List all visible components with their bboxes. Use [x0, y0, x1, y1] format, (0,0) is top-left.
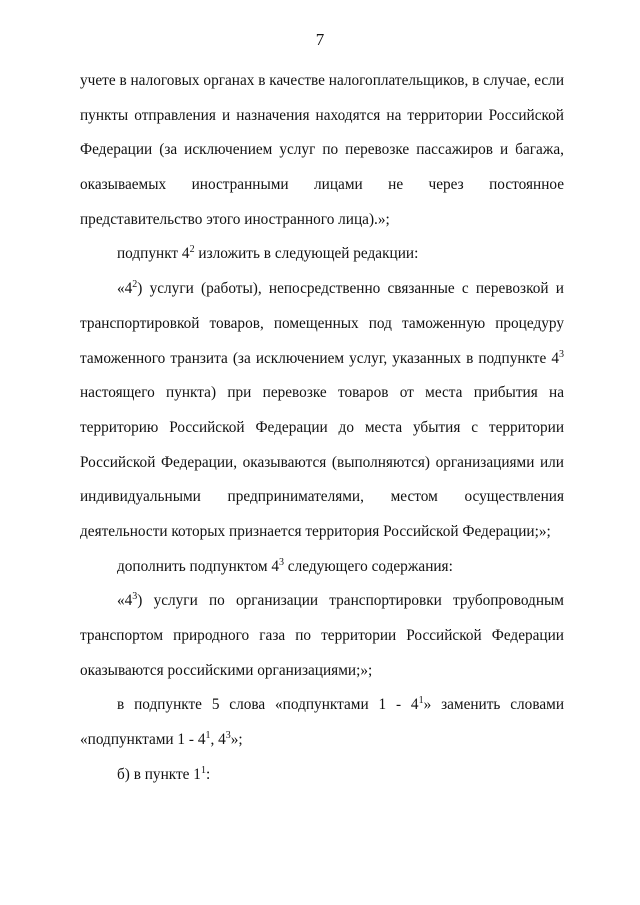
line-text: оказываются российскими организациями;»;	[80, 661, 373, 679]
page-number: 7	[315, 30, 325, 49]
text-line	[80, 723, 564, 758]
line-text: в подпункте 5 слова «подпунктами 1 - 4	[117, 696, 419, 714]
line-text: б) в пункте 1	[117, 765, 201, 783]
text-line	[80, 654, 564, 689]
superscript: 1	[418, 695, 424, 707]
superscript: 2	[132, 279, 138, 291]
line-text: » заменить словами	[423, 696, 564, 714]
text-line	[80, 411, 564, 446]
text-line	[80, 99, 564, 134]
superscript: 1	[200, 764, 206, 776]
line-text: »;	[230, 731, 243, 749]
text-line	[80, 342, 564, 377]
text-line	[80, 307, 564, 342]
line-text: территорию Российской Федерации до места убытия с территории	[80, 418, 564, 436]
text-line	[80, 550, 564, 585]
text-line	[80, 688, 564, 723]
line-text: дополнить подпунктом 4	[117, 557, 279, 575]
line-text: представительство этого иностранного лица).»;	[80, 210, 390, 228]
line-text: Российской Федерации, оказываются (выполняются) организациями или	[80, 453, 564, 471]
superscript: 3	[225, 729, 231, 741]
superscript: 3	[559, 348, 564, 360]
line-text: , 4	[210, 731, 226, 749]
line-text: подпункт 4	[117, 245, 190, 263]
text-line	[80, 446, 564, 481]
line-text: ) услуги (работы), непосредственно связанные с перевозкой и	[137, 280, 564, 298]
line-text: таможенного транзита (за исключением услуг, указанных в подпункте 4	[80, 349, 559, 367]
text-line	[80, 584, 564, 619]
text-line	[80, 480, 564, 515]
line-text: транспортировкой товаров, помещенных под таможенную процедуру	[80, 314, 564, 332]
text-line	[80, 168, 564, 203]
text-line	[80, 758, 564, 793]
line-text: :	[205, 765, 211, 783]
line-text: пункты отправления и назначения находятся на территории Российской	[80, 106, 564, 124]
text-line	[80, 64, 564, 99]
superscript: 3	[278, 556, 284, 568]
text-line	[80, 237, 564, 272]
superscript: 3	[132, 591, 138, 603]
line-text: ) услуги по организации транспортировки трубопроводным	[137, 592, 564, 610]
line-text: изложить в следующей редакции:	[194, 245, 419, 263]
line-text: «4	[117, 592, 133, 610]
line-text: «подпунктами 1 - 4	[80, 731, 206, 749]
line-text: следующего содержания:	[283, 557, 453, 575]
text-line	[80, 376, 564, 411]
line-text: оказываемых иностранными лицами не через постоянное	[80, 176, 564, 194]
text-line	[80, 272, 564, 307]
superscript: 2	[189, 244, 195, 256]
superscript: 1	[205, 729, 211, 741]
line-text: индивидуальными предпринимателями, местом осуществления	[80, 488, 564, 506]
text-line	[80, 203, 564, 238]
text-line	[80, 133, 564, 168]
text-line	[80, 515, 564, 550]
line-text: деятельности которых признается территория Российской Федерации;»;	[80, 522, 551, 540]
line-text: транспортом природного газа по территории Российской Федерации	[80, 627, 564, 644]
line-text: «4	[117, 280, 133, 298]
text-line	[80, 619, 564, 654]
line-text: учете в налоговых органах в качестве налогоплательщиков, в случае, если	[80, 72, 564, 89]
line-text: настоящего пункта) при перевозке товаров от места прибытия на	[80, 384, 564, 402]
document-body	[80, 64, 564, 792]
line-text: Федерации (за исключением услуг по перевозке пассажиров и багажа,	[80, 141, 564, 159]
